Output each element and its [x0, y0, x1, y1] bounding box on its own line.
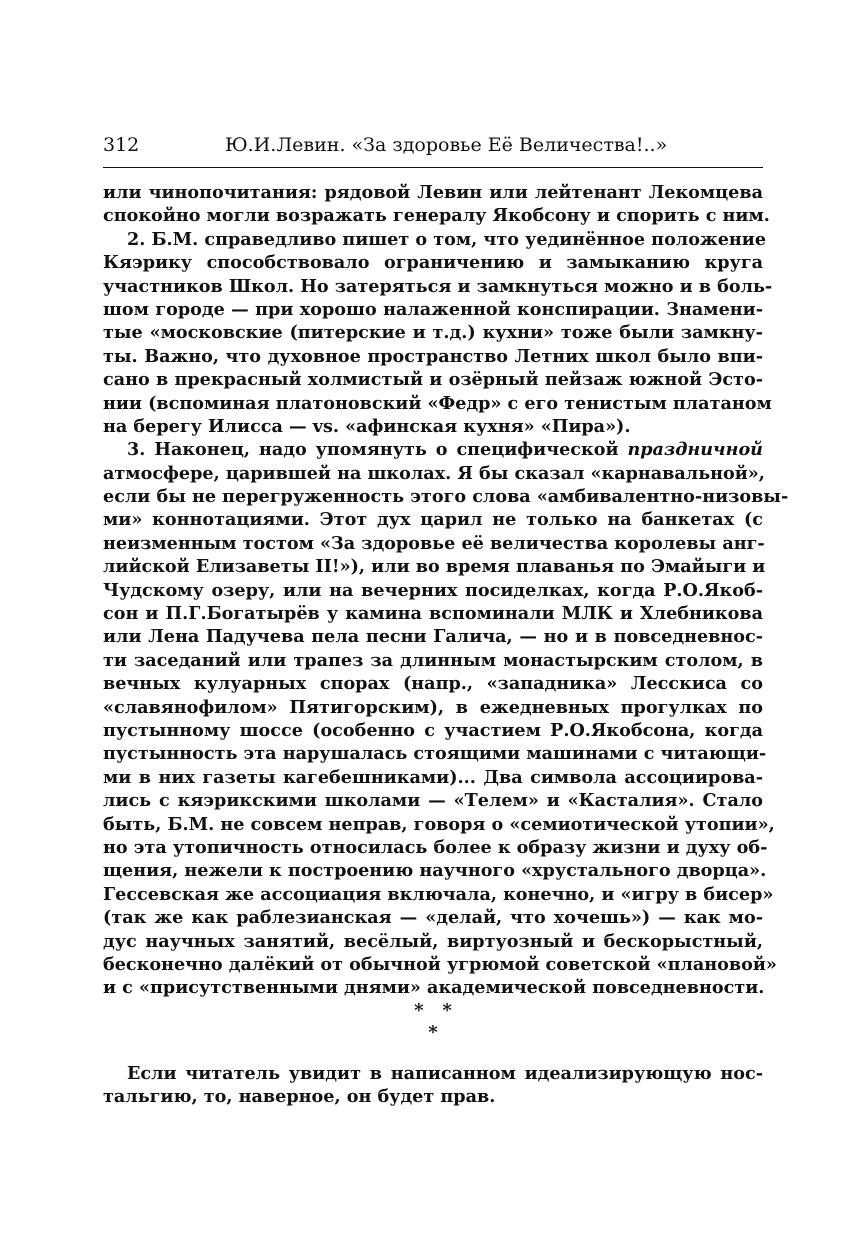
text-line: неизменным тостом «За здоровье её величества королевы анг-: [103, 532, 765, 554]
text-line: ты. Важно, что духовное пространство Летних школ было впи-: [103, 345, 763, 367]
text-line: или чинопочитания: рядовой Левин или лейтенант Лекомцева: [103, 182, 763, 203]
text-line: на берегу Илисса — vs. «афинская кухня» «Пира»).: [103, 415, 631, 437]
text-line: (так же как раблезианская — «делай, что хочешь») — как мо-: [103, 907, 763, 929]
text-line: пустынному шоссе (особенно с участием Р.О.Якобсона, когда: [103, 719, 763, 741]
text-line: шом городе — при хорошо налаженной конспирации. Знамени-: [103, 298, 763, 320]
text-line: или Лена Падучева пела песни Галича, — но и в повседневнос-: [103, 626, 763, 648]
text-line: и с «присутственными днями» академической повседневности.: [103, 977, 765, 999]
text-line: участников Школ. Но затеряться и замкнуться можно и в боль-: [103, 275, 773, 297]
text-line: «славянофилом» Пятигорским), в ежедневных прогулках по: [103, 696, 763, 718]
text-line: вечных кулуарных спорах (напр., «западника» Лесскиса со: [103, 673, 763, 695]
text-line: ми» коннотациями. Этот дух царил не только на банкетах (с: [103, 509, 763, 531]
text-line: дус научных занятий, весёлый, виртуозный и бескорыстный,: [103, 930, 763, 952]
text-line: лийской Елизаветы II!»), или во время плаванья по Эмайыги и: [103, 556, 766, 578]
paragraph-3-line: [103, 438, 763, 461]
text-line: Кяэрику способствовало ограничению и замыканию круга: [103, 252, 763, 274]
running-head: [103, 133, 763, 163]
header-rule: [103, 167, 763, 168]
text-segment: 3. Наконец, надо упомянуть о специфической: [127, 439, 619, 461]
text-line: бесконечно далёкий от обычной угрюмой советской «плановой»: [103, 953, 777, 975]
paragraph-2-line: 2. Б.М. справедливо пишет о том, что уединённое положение: [127, 228, 767, 250]
text-line: спокойно могли возражать генералу Якобсону и спорить с ним.: [103, 205, 770, 227]
body-text: [103, 181, 789, 1108]
text-line: тые «московские (питерские и т.д.) кухни» тоже были замкну-: [103, 322, 763, 344]
closing-line: Если читатель увидит в написанном идеализирующую нос-: [127, 1062, 763, 1084]
section-gap: [103, 1044, 763, 1062]
text-line: если бы не перегруженность этого слова «амбивалентно-низовы-: [103, 486, 789, 508]
page-number: 312: [103, 134, 140, 156]
text-line: нии (вспоминая платоновский «Федр» с его тенистым платаном: [103, 392, 772, 414]
text-line: ти заседаний или трапез за длинным монастырским столом, в: [103, 649, 763, 671]
closing-line: тальгию, то, наверное, он будет прав.: [103, 1086, 496, 1108]
text-line: Гессевская же ассоциация включала, конечно, и «игру в бисер»: [103, 883, 774, 905]
text-line: сон и П.Г.Богатырёв у камина вспоминали МЛК и Хлебникова: [103, 603, 763, 625]
text-line: Чудскому озеру, или на вечерних посиделках, когда Р.О.Якоб-: [103, 579, 763, 601]
text-line: быть, Б.М. не совсем неправ, говоря о «семиотической утопии»,: [103, 813, 775, 835]
text-line: пустынность эта нарушалась стоящими машинами с читающи-: [103, 743, 767, 765]
text-line: атмосфере, царившей на школах. Я бы сказал «карнавальной»,: [103, 462, 765, 484]
text-line: ми в них газеты кагебешниками)... Два символа ассоциирова-: [103, 766, 763, 788]
asterism-bottom: *: [428, 1021, 438, 1043]
text-line: щения, нежели к построению научного «хрустального дворца».: [103, 860, 767, 882]
italic-word: праздничной: [627, 439, 763, 461]
asterism-top: * *: [414, 999, 452, 1021]
text-line: но эта утопичность относилась более к образу жизни и духу об-: [103, 836, 768, 858]
text-line: сано в прекрасный холмистый и озёрный пейзаж южной Эсто-: [103, 369, 763, 391]
header-title: Ю.И.Левин. «За здоровье Её Величества!..»: [225, 134, 668, 156]
text-line: лись с кяэрикскими школами — «Телем» и «Касталия». Стало: [103, 790, 763, 812]
